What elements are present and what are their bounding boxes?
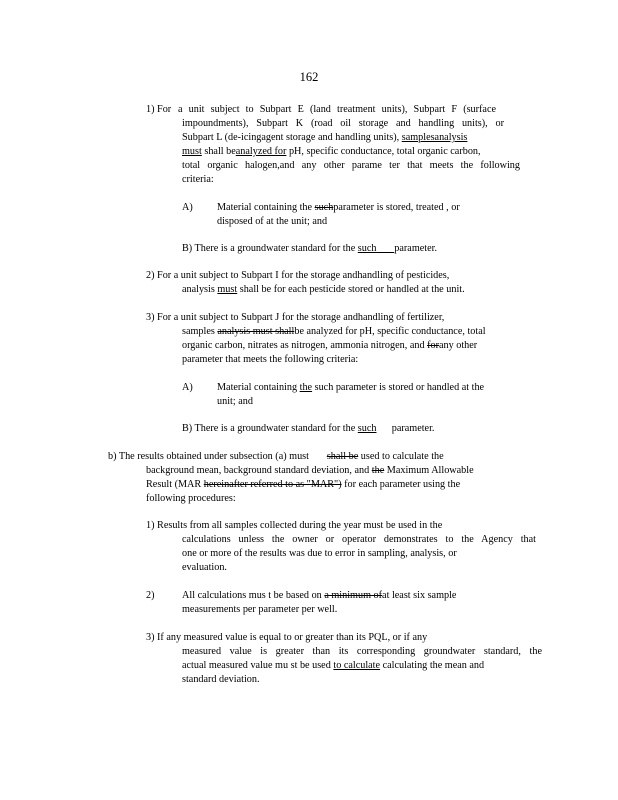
item-a3-line4: parameter that meets the following criteria:: [182, 354, 359, 365]
item-b1-line2: calculations unless the owner or operator demonstrates to the Agency that: [182, 534, 536, 545]
item-a3-A-line1: Material containing the such parameter is stored or handled at the: [217, 382, 485, 393]
item-a1-A-line2: disposed of at the unit; and: [217, 216, 328, 227]
item-a1-line4: must shall beanalyzed for pH, specific conductance, total organic carbon,: [182, 146, 481, 157]
item-b2-line1: All calculations mus t be based on a minimum ofat least six sample: [182, 590, 457, 601]
item-a2-line2: analysis must shall be for each pesticide stored or handled at the unit.: [182, 284, 465, 295]
item-b2-line2: measurements per parameter per well.: [182, 604, 338, 615]
item-a1-B: B) There is a groundwater standard for the such parameter.: [182, 243, 438, 254]
item-a1-line2: impoundments), Subpart K (road oil storage and handling units), or: [182, 118, 504, 129]
item-b3-line4: standard deviation.: [182, 674, 260, 685]
item-b-line3: Result (MAR hereinafter referred to as "MAR") for each parameter using the: [146, 479, 461, 490]
item-a1-A-label: A): [182, 202, 193, 213]
item-b2-label: 2): [146, 590, 155, 601]
item-a3-A-line2: unit; and: [217, 396, 253, 407]
item-a3-line3: organic carbon, nitrates as nitrogen, ammonia nitrogen, and forany other: [182, 340, 478, 351]
item-b-line2: background mean, background standard deviation, and the Maximum Allowable: [146, 465, 474, 476]
item-b3-line1: 3) If any measured value is equal to or greater than its PQL, or if any: [146, 632, 428, 643]
item-b-line4: following procedures:: [146, 493, 236, 504]
item-a3-line1: 3) For a unit subject to Subpart J for the storage andhandling of fertilizer,: [146, 312, 445, 323]
item-a3-B: B) There is a groundwater standard for the such parameter.: [182, 423, 435, 434]
item-a1-A-line1: Material containing the suchparameter is stored, treated , or: [217, 202, 460, 213]
item-a1-line1: a unit subject to Subpart E (land treatment units), Subpart F (surface: [178, 104, 496, 115]
item-a1-label: 1) For: [146, 104, 172, 115]
item-a3-line2: samples analysis must shallbe analyzed for pH, specific conductance, total: [182, 326, 486, 337]
item-b1-line3: one or more of the results was due to error in sampling, analysis, or: [182, 548, 457, 559]
item-a1-line6: criteria:: [182, 174, 214, 185]
page-number: 162: [299, 70, 319, 84]
item-b3-line2: measured value is greater than its corresponding groundwater standard, the: [182, 646, 542, 657]
item-b1-line1: 1) Results from all samples collected during the year must be used in the: [146, 520, 443, 531]
item-b-line1: b) The results obtained under subsection (a) must shall be used to calculate the: [108, 451, 444, 462]
item-a3-A-label: A): [182, 382, 193, 393]
item-a1-line5: total organic halogen,and any other parame ter that meets the following: [182, 160, 520, 171]
item-a2-line1: 2) For a unit subject to Subpart I for the storage andhandling of pesticides,: [146, 270, 450, 281]
item-b3-line3: actual measured value mu st be used to calculate calculating the mean and: [182, 660, 485, 671]
item-a1-line3: Subpart L (de-icingagent storage and handling units), samplesanalysis: [182, 132, 468, 143]
item-b1-line4: evaluation.: [182, 562, 227, 573]
